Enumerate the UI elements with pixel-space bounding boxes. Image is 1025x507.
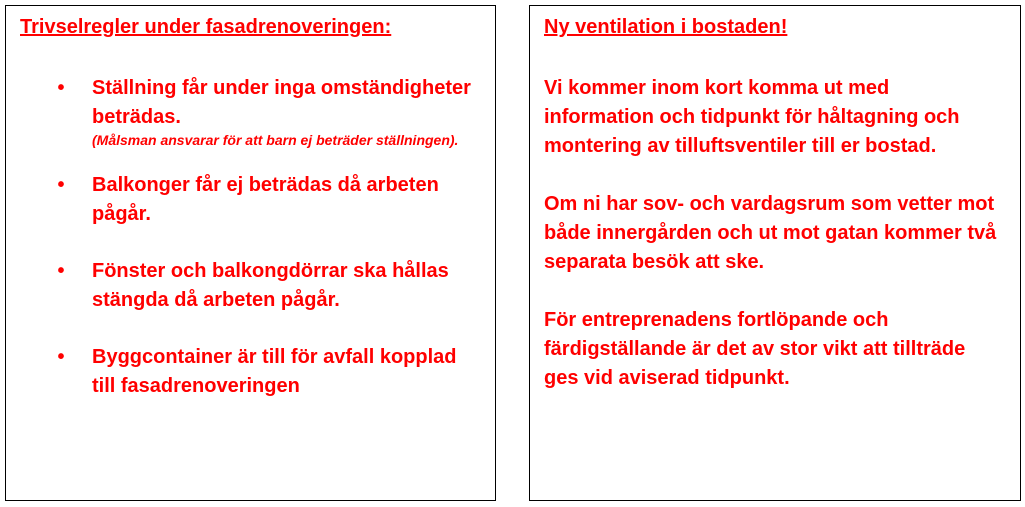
list-item xyxy=(6,343,472,401)
list-item xyxy=(6,171,472,229)
paragraph: Om ni har sov- och vardagsrum som vetter mot både innergården och ut mot gatan kommer två separata besök att ske. xyxy=(544,193,997,273)
bullet-icon: • xyxy=(57,346,65,368)
rule-text: Fönster och balkongdörrar ska hållas stängda då arbeten pågår. xyxy=(92,260,449,311)
paragraph: Vi kommer inom kort komma ut med information och tidpunkt för håltagning och montering av tilluftsventiler till er bostad. xyxy=(544,77,960,157)
ventilation-body xyxy=(544,74,1004,422)
rule-note: (Målsman ansvarar för att barn ej beträder ställningen). xyxy=(92,132,459,148)
rule-text: Ställning får under inga omständigheter beträdas. xyxy=(92,77,471,128)
paragraph: För entreprenadens fortlöpande och färdigställande är det av stor vikt att tillträde ges vid aviserad tidpunkt. xyxy=(544,309,966,389)
list-item xyxy=(6,74,472,150)
list-item xyxy=(6,257,472,315)
rules-panel xyxy=(5,5,496,501)
bullet-icon: • xyxy=(57,174,65,196)
rules-list xyxy=(6,74,472,401)
bullet-icon: • xyxy=(57,260,65,282)
rules-title: Trivselregler under fasadrenoveringen: xyxy=(20,16,392,38)
rule-text: Byggcontainer är till för avfall kopplad till fasadrenoveringen xyxy=(92,346,457,397)
ventilation-title: Ny ventilation i bostaden! xyxy=(544,16,788,38)
bullet-icon: • xyxy=(57,77,65,99)
rule-text: Balkonger får ej beträdas då arbeten pågår. xyxy=(92,174,439,225)
ventilation-panel xyxy=(529,5,1021,501)
